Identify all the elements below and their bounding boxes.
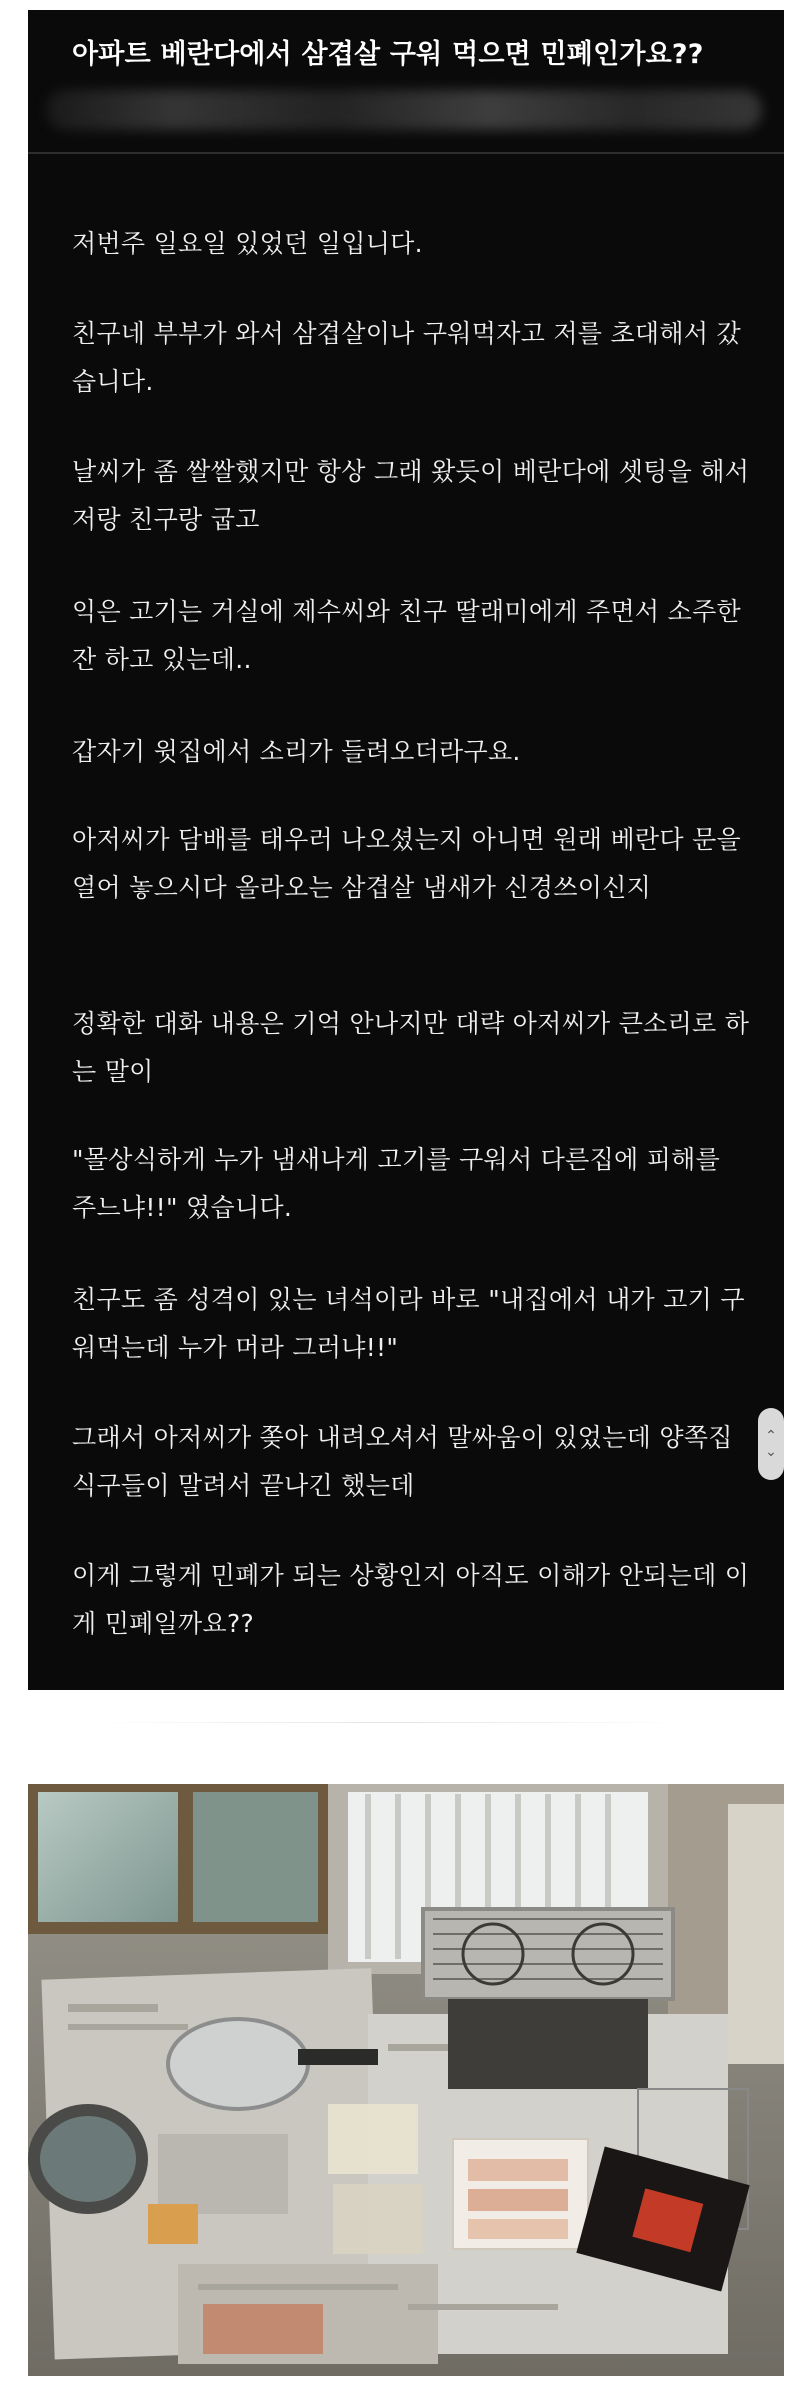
post-paragraph: 날씨가 좀 쌀쌀했지만 항상 그래 왔듯이 베란다에 셋팅을 해서 저랑 친구랑 굽고 [72,457,750,534]
chevron-down-icon[interactable]: ⌄ [765,1444,777,1460]
post-card [28,10,784,1690]
post-paragraph: 친구도 좀 성격이 있는 녀석이라 바로 "내집에서 내가 고기 구워먹는데 누가 머라 그러냐!!" [72,1285,745,1362]
blurred-author-info [46,90,762,130]
post-paragraph: 그래서 아저씨가 쫒아 내려오셔서 말싸움이 있었는데 양쪽집 식구들이 말려서 끝나긴 했는데 [72,1423,733,1500]
post-paragraph: 친구네 부부가 와서 삼겹살이나 구워먹자고 저를 초대해서 갔습니다. [72,319,741,396]
post-paragraph: 저번주 일요일 있었던 일입니다. [72,229,423,258]
scroll-handle[interactable] [758,1408,784,1480]
post-paragraph: "몰상식하게 누가 냄새나게 고기를 구워서 다른집에 피해를 주느냐!!" 였습니다. [72,1145,721,1222]
post-paragraph: 아저씨가 담배를 태우러 나오셨는지 아니면 원래 베란다 문을 열어 놓으시다 올라오는 삼겹살 냄새가 신경쓰이신지 [72,825,741,902]
post-paragraph: 갑자기 윗집에서 소리가 들려오더라구요. [72,737,521,766]
chevron-up-icon[interactable]: ⌃ [765,1428,777,1444]
title-divider [28,152,784,154]
post-paragraph: 익은 고기는 거실에 제수씨와 친구 딸래미에게 주면서 소주한잔 하고 있는데.. [72,597,741,674]
balcony-grill-photo [28,1784,784,2376]
post-paragraph: 정확한 대화 내용은 기억 안나지만 대략 아저씨가 큰소리로 하는 말이 [72,1009,750,1086]
section-separator [90,1722,690,1723]
post-paragraph: 이게 그렇게 민폐가 되는 상황인지 아직도 이해가 안되는데 이게 민폐일까요?? [72,1561,750,1638]
post-title: 아파트 베란다에서 삼겹살 구워 먹으면 민폐인가요?? [72,39,704,70]
